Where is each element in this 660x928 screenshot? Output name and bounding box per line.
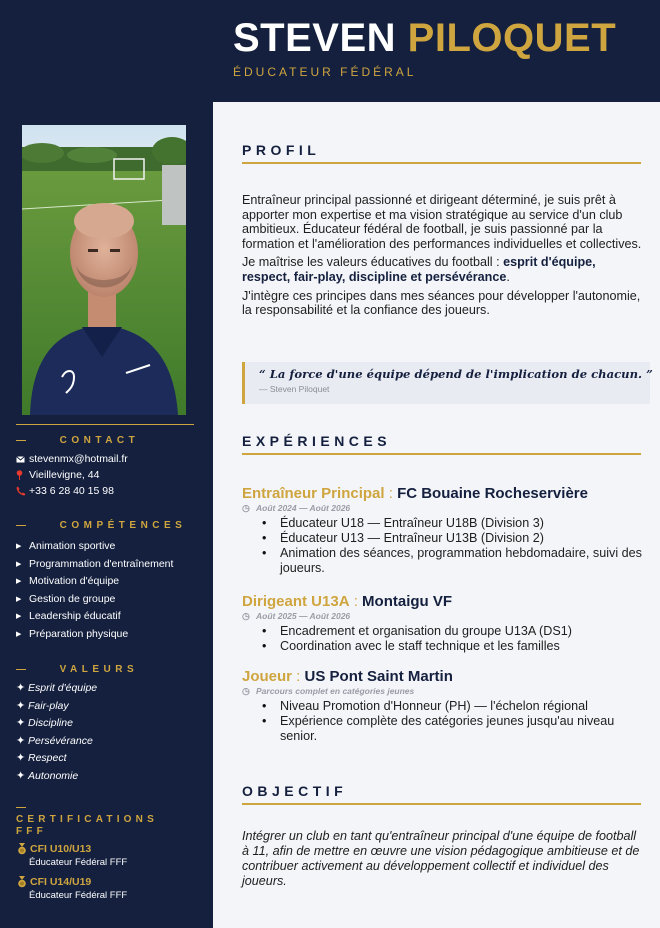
experience-bullet: • Éducateur U13 — Entraîneur U13B (Division 2): [280, 531, 642, 546]
objective-heading: OBJECTIF: [242, 783, 348, 799]
phone-text: +33 6 28 40 15 98: [29, 485, 114, 497]
experience-item: [242, 593, 642, 654]
pin-icon: [16, 470, 29, 480]
experience-dates: ◷ Août 2025 — Août 2026: [242, 611, 351, 621]
objective-section: [242, 829, 642, 889]
values-section: [16, 664, 196, 786]
star-icon: ✦: [16, 734, 26, 747]
objective-text: Intégrer un club en tant qu'entraîneur principal d'une équipe de football à 11, afin de mettre en œuvre une vision pédagogique ambitieuse et de contribuer activement au développement collectif et individuel des joueurs.: [242, 829, 640, 888]
certifications-section: [16, 802, 196, 908]
quote-block: [242, 362, 653, 404]
triangle-bullet-icon: ▶: [16, 578, 22, 586]
value-item: ✦ Fair-play: [16, 698, 196, 716]
skill-item: ▶ Gestion de groupe: [16, 591, 196, 609]
experiences-heading: EXPÉRIENCES: [242, 433, 392, 449]
skill-item: ▶ Préparation physique: [16, 626, 196, 644]
star-icon: ✦: [16, 699, 26, 712]
clock-icon: ◷: [242, 611, 250, 621]
skill-item: ▶ Animation sportive: [16, 538, 196, 556]
candidate-name: [233, 16, 616, 60]
contact-email[interactable]: [16, 451, 196, 467]
experience-bullet: • Encadrement et organisation du groupe U13A (DS1): [280, 624, 642, 639]
contact-title: — CONTACT: [16, 435, 140, 446]
triangle-bullet-icon: ▶: [16, 613, 22, 621]
skill-item: ▶ Motivation d'équipe: [16, 573, 196, 591]
values-title: — VALEURS: [16, 664, 139, 675]
star-icon: ✦: [16, 752, 26, 765]
value-item: ✦ Esprit d'équipe: [16, 680, 196, 698]
last-name: PILOQUET: [407, 16, 617, 60]
skills-section: [16, 520, 196, 644]
contact-phone[interactable]: [16, 483, 196, 499]
experience-item: [242, 485, 642, 576]
profile-paragraph-1: Entraîneur principal passionné et dirigeant déterminé, je suis prêt à apporter mon expertise et ma vision stratégique au service d'un club ambitieux. Éducateur fédéral de football, je suis passionné par la formation et l'amélioration des performances individuelles et collectives.: [242, 193, 642, 251]
contact-location: [16, 467, 196, 483]
value-item: ✦ Discipline: [16, 715, 196, 733]
triangle-bullet-icon: ▶: [16, 560, 22, 568]
value-item: ✦ Persévérance: [16, 733, 196, 751]
skills-title: — COMPÉTENCES: [16, 520, 187, 531]
clock-icon: ◷: [242, 686, 250, 696]
first-name: STEVEN: [233, 16, 397, 60]
triangle-bullet-icon: ▶: [16, 630, 22, 638]
mail-icon: [16, 456, 29, 463]
triangle-bullet-icon: ▶: [16, 543, 22, 550]
job-title: ÉDUCATEUR FÉDÉRAL: [233, 65, 417, 79]
clock-icon: ◷: [242, 503, 250, 513]
certifications-title: — CERTIFICATIONS FFF: [16, 802, 158, 837]
email-text: stevenmx@hotmail.fr: [29, 453, 128, 465]
star-icon: ✦: [16, 717, 26, 730]
profile-photo: [22, 125, 186, 415]
experience-bullet: • Niveau Promotion d'Honneur (PH) — l'échelon régional: [280, 699, 642, 714]
experience-bullet: • Coordination avec le staff technique et les familles: [280, 639, 642, 654]
skill-item: ▶ Programmation d'entraînement: [16, 556, 196, 574]
triangle-bullet-icon: ▶: [16, 595, 22, 603]
profile-rule: [242, 162, 641, 164]
medal-icon: [16, 843, 30, 855]
experience-bullet: • Animation des séances, programmation hebdomadaire, suivi des joueurs.: [280, 546, 642, 576]
contact-section: [16, 435, 196, 499]
experience-title: Entraîneur Principal : FC Bouaine Rocheservière: [242, 485, 588, 502]
experience-item: [242, 668, 642, 744]
objective-rule: [242, 803, 641, 805]
profile-section: [242, 193, 642, 318]
profile-paragraph-3: J'intègre ces principes dans mes séances pour développer l'autonomie, la responsabilité et la confiance des joueurs.: [242, 288, 641, 318]
profile-heading: PROFIL: [242, 142, 321, 158]
experience-bullet: • Expérience complète des catégories jeunes jusqu'au niveau senior.: [280, 714, 642, 744]
certification-item: CFI U14/U19 Éducateur Fédéral FFF: [16, 875, 196, 902]
experience-dates: ◷ Août 2024 — Août 2026: [242, 503, 351, 513]
experience-bullet: • Éducateur U18 — Entraîneur U18B (Division 3): [280, 516, 642, 531]
star-icon: ✦: [16, 769, 26, 782]
experience-title: Joueur : US Pont Saint Martin: [242, 668, 453, 685]
experiences-rule: [242, 453, 641, 455]
sidebar-divider: [16, 424, 194, 425]
profile-paragraph-2: Je maîtrise les valeurs éducatives du football : esprit d'équipe, respect, fair-play, discipline et persévérance.: [242, 255, 596, 284]
experience-title: Dirigeant U13A : Montaigu VF: [242, 593, 453, 610]
experience-dates: ◷ Parcours complet en catégories jeunes: [242, 686, 415, 696]
quote-author: — Steven Piloquet: [259, 384, 330, 394]
star-icon: ✦: [16, 682, 26, 694]
medal-icon: [16, 876, 30, 888]
skill-item: ▶ Leadership éducatif: [16, 608, 196, 626]
certification-item: CFI U10/U13 Éducateur Fédéral FFF: [16, 842, 196, 869]
location-text: Vieillevigne, 44: [29, 469, 100, 481]
value-item: ✦ Autonomie: [16, 768, 196, 786]
phone-icon: [16, 486, 29, 496]
quote-text: “ La force d'une équipe dépend de l'implication de chacun. ”: [259, 367, 653, 381]
value-item: ✦ Respect: [16, 750, 196, 768]
